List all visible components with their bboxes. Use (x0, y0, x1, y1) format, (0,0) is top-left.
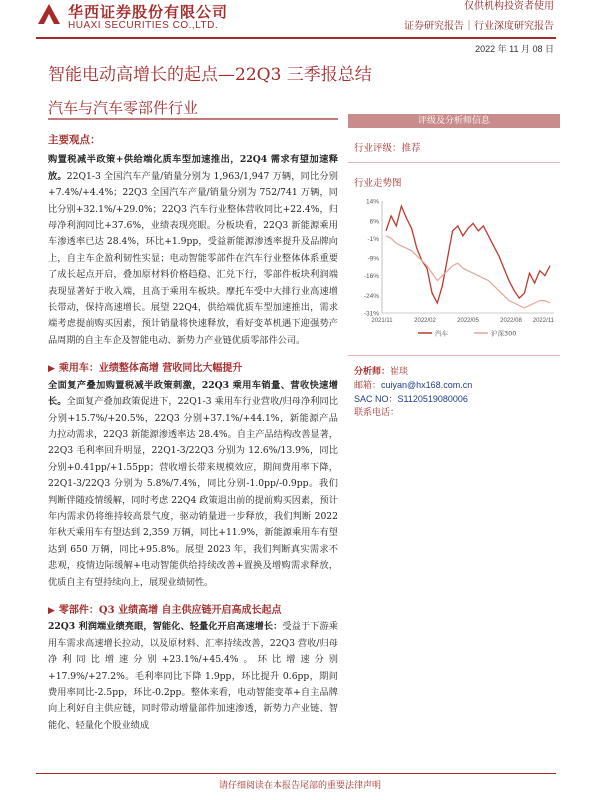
series-line-hs300 (386, 236, 550, 308)
section-paragraph-passenger (48, 378, 338, 591)
triangle-bullet-icon: ▶ (48, 605, 55, 616)
footer-divider (36, 773, 556, 774)
key-points-heading: 主要观点： (48, 134, 101, 146)
y-tick-label: 14% (365, 198, 379, 206)
header-divider (36, 37, 556, 39)
sector-title: 汽车与汽车零部件行业 (48, 99, 199, 117)
x-tick-label: 2022/08 (500, 318, 522, 324)
x-tick-label: 2021/11 (371, 318, 393, 324)
section-heading-passenger: ▶ 乘用车：业绩整体高增 营收同比大幅提升 (48, 363, 243, 375)
rating-value: 推荐 (401, 143, 421, 154)
top-note: 仅供机构投资者使用 (464, 1, 554, 12)
series-line-auto (386, 206, 550, 303)
sidebar-header: 评级及分析师信息 (348, 114, 560, 128)
section-heading-parts: ▶ 零部件：Q3 业绩高增 自主供应链开启高成长起点 (48, 604, 282, 616)
analyst-sac: S1120519080006 (397, 394, 468, 404)
company-name-en: HUAXI SECURITIES CO.,LTD. (68, 20, 219, 31)
section-body-parts: 受益于下游乘用车需求高速增长拉动，以及原材料、汇率持续改善，22Q3 营收/归母净利同比增速分别+23.1%/+45.4%。环比增速分别+17.9%/+27.2%。毛利率同比下降 1.9pp，环比提升 0.6pp，期间费用率同比-2.5pp，环比-0.2pp。整体来看，电动智能变革+自主品牌向上利好自主供应链，同时带动增量部件加速渗透，新势力产业链、智能化、轻量化个股业绩成 (48, 621, 338, 731)
sidebar-divider (348, 162, 560, 163)
y-tick-label: -9% (367, 255, 379, 263)
company-logo-icon (36, 0, 62, 26)
main-content (48, 132, 338, 738)
report-date: 2022 年 11 月 08 日 (475, 44, 554, 54)
report-title: 智能电动高增长的起点—22Q3 三季报总结 (48, 65, 372, 85)
triangle-bullet-icon: ▶ (48, 364, 55, 375)
sidebar-divider (348, 355, 560, 356)
sidebar (348, 114, 560, 420)
report-type: 证券研究报告｜行业深度研究报告 (404, 21, 554, 32)
y-tick-label: -31% (363, 310, 379, 318)
y-tick-label: 6% (369, 218, 379, 226)
section-lead-passenger: 全面复产叠加购置税减半政策刺激，22Q3 乘用车销量、营收快速增长。 (48, 379, 338, 408)
key-points-paragraph (48, 152, 338, 349)
x-tick-label: 2022/02 (414, 318, 436, 324)
section-body-passenger: 全面复产叠加政策促进下，22Q1-3 乘用车行业营收/归母净利同比分别+15.7%/+20.5%，22Q3 分别+37.1%/+44.1%，新能源产品力拉动需求，22Q3 新能源渗透率达 28.4%。自主产品结构改善显著，22Q3 毛利率回升明显，22Q1-3/22Q3 分别为 12.6%/13.9%，同比分别+0.41pp/+1.55pp；营收增长带来规模效应，期间费用率下降，22Q1-3/22Q3 分别为 5.8%/7.4%，同比分别-1.0pp/-0.9pp。我们判断伴随疫情缓解，同时考虑 22Q4 政策退出前的提前购买因素，预计年内需求仍将维持较高景气度，驱动销量进一步释放，我们判断 2022 年秋天乘用车有望达到 2,359 万辆，同比+11.9%，新能源乘用车有望达到 650 万辆，同比+95.8%。展望 2023 年，我们判断真实需求不悲观，疫情边际缓解+电动智能供给持续改善+置换及增购需求释放，优质自主有望持续向上，展现业绩韧性。 (48, 396, 338, 588)
footer-disclaimer: 请仔细阅读在本报告尾部的重要法律声明 (218, 781, 381, 791)
section-paragraph-parts (48, 619, 338, 734)
company-name-cn: 华西证券股份有限公司 (68, 3, 229, 21)
analyst-name: 崔琰 (390, 367, 409, 377)
y-tick-label: -1% (367, 235, 379, 243)
legend-label: 沪深300 (491, 329, 517, 338)
analyst-info: 分析师：崔琰 邮箱：cuiyan@hx168.com.cn SAC NO：S1120519080006 联系电话： (354, 367, 473, 418)
trend-chart-title: 行业走势图 (354, 178, 402, 189)
x-tick-label: 2022/11 (532, 318, 554, 324)
y-tick-label: -16% (363, 273, 379, 281)
section-lead-parts: 22Q3 利润端业绩亮眼，智能化、轻量化开启高速增长： (48, 621, 283, 633)
key-points-lead: 购置税减半政策+供给端化质车型加速推出，22Q4 需求有望加速释放。 (48, 154, 338, 182)
industry-trend-chart (348, 195, 560, 345)
y-tick-label: -24% (363, 293, 379, 301)
phone-label: 联系电话： (354, 408, 400, 418)
key-points-body: 22Q1-3 全国汽车产量/销量分别为 1,963/1,947 万辆，同比分别+7.4%/+4.4%；22Q3 全国汽车产量/销量分别为 752/741 万辆，同比分别+32.1%/+29.0%；22Q3 汽车行业整体营收同比+22.4%，归母净利润同比+37.6%，业绩表现亮眼。分板块看，22Q3 新能源乘用车渗透率已达 28.4%，环比+1.9pp，受益新能源渗透率提升及品牌向上，自主车企盈利韧性实显；电动智能零部件在汽车行业整体体系重要了成长起点开启，叠加原材料价格趋稳、汇兑下行，零部件板块利润端表现显著好于收入端，且高于乘用车板块。摩托车受中大排行业高速增长带动，保持高速增长。展望 22Q4，供给端优质车型加速推出，需求端考虑提前购买因素，预计销量将快速释放，看好变革机遇下迎强势产品周期的自主车企及智能电动、新势力产业链优质零部件公司。 (48, 170, 338, 346)
analyst-email[interactable]: cuiyan@hx168.com.cn (381, 380, 473, 390)
x-tick-label: 2022/05 (457, 318, 479, 324)
sector-divider (48, 118, 338, 120)
industry-rating: 行业评级：推荐 (354, 143, 421, 154)
legend-label: 汽车 (435, 329, 448, 338)
